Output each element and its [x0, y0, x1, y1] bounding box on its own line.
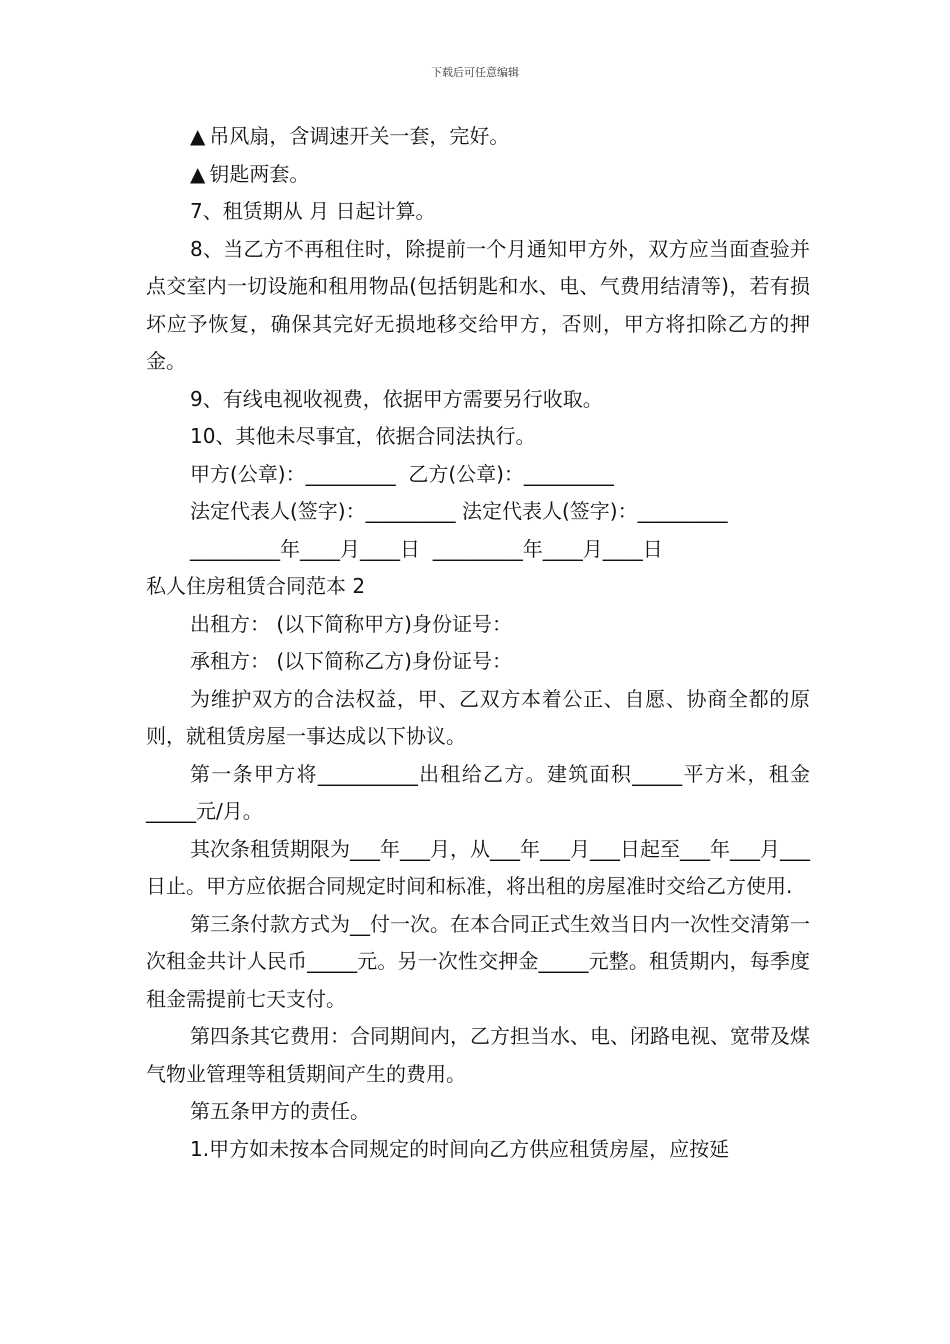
- paragraph-text: _________年____月____日 _________年____月____日: [190, 536, 663, 561]
- paragraph-text: 第四条其它费用：合同期间内，乙方担当水、电、闭路电视、宽带及煤气物业管理等租赁期间产生的费用。: [146, 1024, 810, 1086]
- paragraph-text: 甲方(公章)：_________ 乙方(公章)：_________: [190, 461, 614, 486]
- paragraph: [146, 606, 810, 644]
- paragraph-text: 1.甲方如未按本合同规定的时间向乙方供应租赁房屋，应按延: [190, 1136, 730, 1161]
- paragraph: [146, 231, 810, 381]
- paragraph: [146, 531, 810, 569]
- paragraph-text: 第一条甲方将__________出租给乙方。建筑面积_____平方米，租金_____元/月。: [146, 761, 810, 823]
- paragraph-text: 出租方： (以下简称甲方)身份证号：: [190, 611, 512, 636]
- triangle-bullet-icon: ▲: [190, 124, 206, 148]
- paragraph: [146, 906, 810, 1019]
- paragraph-text: 10、其他未尽事宜，依据合同法执行。: [190, 424, 536, 448]
- triangle-bullet-icon: ▲: [190, 161, 206, 186]
- paragraph-text: 第五条甲方的责任。: [190, 1099, 370, 1123]
- section-heading: [146, 568, 810, 606]
- paragraph-text: 8、当乙方不再租住时，除提前一个月通知甲方外，双方应当面查验并点交室内一切设施和租用物品(包括钥匙和水、电、气费用结清等)，若有损坏应予恢复，确保其完好无损地移交给甲方，否则，甲方将扣除乙方的押金。: [146, 236, 810, 373]
- paragraph-text: 法定代表人(签字)：_________ 法定代表人(签字)：_________: [190, 499, 728, 523]
- document-body: [146, 118, 810, 1168]
- paragraph: [146, 493, 810, 531]
- paragraph: [146, 1093, 810, 1131]
- paragraph: [146, 1131, 810, 1169]
- paragraph-text: 9、有线电视收视费，依据甲方需要另行收取。: [190, 386, 603, 411]
- paragraph-text: 第三条付款方式为__付一次。在本合同正式生效当日内一次性交清第一次租金共计人民币_____元。另一次性交押金_____元整。租赁期内，每季度租金需提前七天支付。: [146, 911, 810, 1011]
- paragraph: [146, 681, 810, 756]
- paragraph: [146, 381, 810, 419]
- paragraph-text: 为维护双方的合法权益，甲、乙双方本着公正、自愿、协商全都的原则，就租赁房屋一事达成以下协议。: [146, 686, 810, 748]
- paragraph: [146, 156, 810, 194]
- paragraph-text: 其次条租赁期限为___年___月，从___年___月___日起至___年___月___日止。甲方应依据合同规定时间和标准，将出租的房屋准时交给乙方使用.: [146, 836, 810, 898]
- paragraph: [146, 831, 810, 906]
- paragraph: [146, 643, 810, 681]
- paragraph: [146, 193, 810, 231]
- paragraph-text: 吊风扇，含调速开关一套，完好。: [209, 124, 510, 148]
- paragraph-text: 承租方： (以下简称乙方)身份证号：: [190, 649, 512, 673]
- paragraph: [146, 456, 810, 494]
- paragraph: [146, 418, 810, 456]
- paragraph: [146, 1018, 810, 1093]
- paragraph-text: 7、租赁期从 月 日起计算。: [190, 199, 436, 223]
- paragraph: [146, 118, 810, 156]
- paragraph-text: 钥匙两套。: [209, 161, 310, 186]
- paragraph-text: 私人住房租赁合同范本 2: [146, 574, 366, 598]
- paragraph: [146, 756, 810, 831]
- page-header: 下载后可任意编辑: [431, 66, 519, 79]
